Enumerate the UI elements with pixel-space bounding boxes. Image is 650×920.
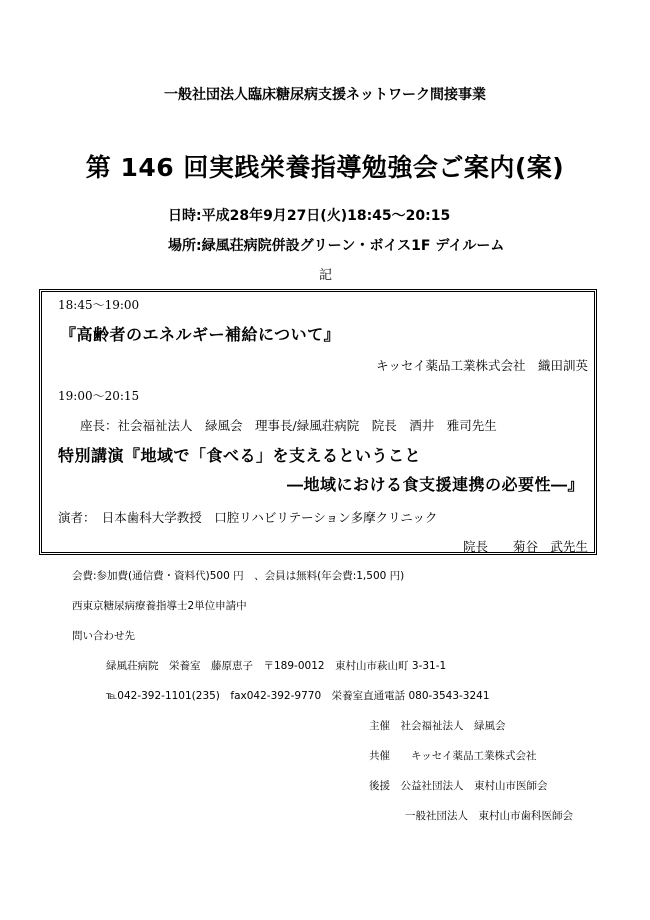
contact-heading: 問い合わせ先 <box>72 630 135 642</box>
host-organization: 主催 社会福祉法人 緑風会 <box>369 720 506 732</box>
session1-speaker: キッセイ薬品工業株式会社 織田訓英 <box>376 358 588 373</box>
cohost-organization: 共催 キッセイ薬品工業株式会社 <box>369 750 537 762</box>
support-organization-2: 一般社団法人 東村山市歯科医師会 <box>405 810 573 822</box>
organization-name: 一般社団法人臨床糖尿病支援ネットワーク間接事業 <box>164 87 486 103</box>
session2-time: 19:00～20:15 <box>58 389 140 403</box>
ki-mark: 記 <box>319 268 333 283</box>
support-organization-1: 後援 公益社団法人 東村山市医師会 <box>369 780 548 792</box>
session1-time: 18:45～19:00 <box>58 298 140 312</box>
credit-info: 西東京糖尿病療養指導士2単位申請中 <box>72 600 247 612</box>
program-box <box>39 289 597 555</box>
contact-address: 緑風荘病院 栄養室 藤原恵子 〒189-0012 東村山市萩山町 3-31-1 <box>106 660 447 672</box>
event-venue: 場所:緑風荘病院併設グリーン・ボイス1F デイルーム <box>168 238 505 254</box>
fee-info: 会費:参加費(通信費・資料代)500 円 、会員は無料(年会費:1,500 円) <box>72 570 405 582</box>
lecturer-name: 院長 菊谷 武先生 <box>462 539 588 554</box>
contact-phone: ℡042-392-1101(235) fax042-392-9770 栄養室直通電話 080-3543-3241 <box>106 690 490 702</box>
lecturer-affiliation: 演者： 日本歯科大学教授 口腔リハビリテーション多摩クリニック <box>58 510 438 525</box>
session1-title: 『高齢者のエネルギー補給について』 <box>60 325 341 344</box>
session2-chair: 座長：社会福祉法人 緑風会 理事長/緑風荘病院 院長 酒井 雅司先生 <box>80 418 497 433</box>
special-lecture-subtitle: ―地域における食支援連携の必要性―』 <box>286 475 584 494</box>
page-title: 第 146 回実践栄養指導勉強会ご案内(案) <box>85 153 565 182</box>
event-datetime: 日時:平成28年9月27日(火)18:45～20:15 <box>168 208 451 224</box>
special-lecture-title: 特別講演『地域で「食べる」を支えるということ <box>58 446 422 465</box>
